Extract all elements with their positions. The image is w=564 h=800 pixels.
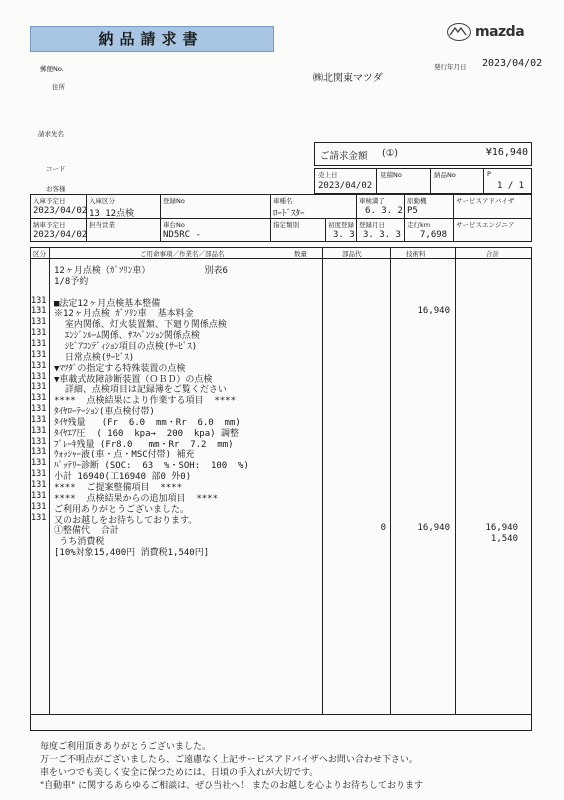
in-date-label: 入庫予定日	[33, 197, 66, 205]
row-description: ﾀｲﾔｴｱ圧 ( 160 kpa→ 200 kpa) 調整	[54, 428, 239, 439]
row-division-code: 131	[31, 458, 47, 469]
billing-label: 請求先名	[38, 130, 64, 138]
in-type: 13 12点検	[89, 209, 135, 219]
row-division-code: 131	[31, 490, 47, 501]
row-description: **** ご提案整備項目 ****	[54, 483, 183, 493]
row-description: 日常点検(ｻｰﾋﾞｽ)	[54, 352, 135, 363]
row-total-amount: 1,540	[490, 534, 518, 545]
row-description: ﾌﾞﾚｰｷ残量 (Fr8.0 mm・Rr 7.2 mm)	[54, 439, 234, 450]
company-name: ㈱北関東マツダ	[313, 73, 383, 84]
code-label: コード	[46, 165, 66, 173]
first-reg-label: 初度登録	[328, 221, 354, 229]
row-division-code: 131	[31, 349, 47, 360]
row-description: ｳｫｯｼｬｰ液(車・点・MSC付帯) 補充	[54, 450, 195, 461]
mileage: 7,698	[420, 230, 448, 240]
chassis-label: 車台No	[163, 221, 185, 229]
row-division-code: 131	[31, 306, 47, 317]
row-division-code: 131	[31, 447, 47, 458]
first-reg: 3. 3	[333, 230, 355, 240]
row-description: 室内関係、灯火装置類、下廻り関係点検	[54, 320, 227, 331]
registered: 3. 3. 3	[363, 230, 401, 240]
row-description: 又のお越しをお待ちしております。	[54, 515, 198, 526]
in-type-label: 入庫区分	[89, 197, 115, 205]
col-description: ご用命事項／作業名／部品名	[140, 250, 225, 258]
row-description: 小計 16940(工16940 部0 外0)	[54, 472, 192, 483]
delivery-date-label: 納車予定日	[33, 221, 66, 229]
logo-text: mazda	[475, 24, 525, 40]
row-description: 1/8予約	[54, 276, 89, 287]
row-division-code: 131	[31, 371, 47, 382]
delivery-date: 2023/04/02	[33, 230, 88, 240]
model-label: 車種名	[273, 197, 293, 205]
row-description: **** 点検結果からの追加項目 ****	[54, 493, 219, 504]
amount-value: ¥16,940	[485, 147, 528, 158]
sales-staff-label: 担当営業	[89, 221, 115, 229]
row-description: ﾀｲﾔﾛｰﾃｰｼｮﾝ(車点検付帯)	[54, 407, 155, 418]
estimate-no-label: 見積No	[380, 171, 402, 179]
reg-no-label: 登録No	[163, 197, 185, 205]
document-title: 納品請求書	[98, 30, 204, 48]
amount-label: ご請求金額	[320, 151, 368, 162]
col-parts: 部品代	[342, 250, 362, 258]
row-division-code: 131	[31, 328, 47, 339]
col-division: 区分	[33, 250, 46, 258]
sales-date-label: 売上日	[318, 171, 338, 179]
row-description: ▼車載式故障診断装置（ＯＢＤ）の点検	[54, 374, 213, 385]
row-description: ｼﾋﾞｱｺﾝﾃﾞｨｼｮﾝ項目の点検(ｻｰﾋﾞｽ)	[54, 341, 198, 352]
row-division-code: 131	[31, 393, 47, 404]
row-description: ﾊﾞｯﾃﾘｰ診断 (SOC: 63 %・SOH: 100 %)	[54, 461, 249, 472]
expiry: 6. 3. 2	[365, 206, 403, 216]
row-description: ※12ヶ月点検 ｶﾞｿﾘﾝ車 基本料金	[54, 309, 194, 320]
advisor-label: サービスアドバイザ	[456, 197, 515, 205]
row-division-code: 131	[31, 480, 47, 490]
row-division-code: 131	[31, 317, 47, 328]
row-division-code: 131	[31, 469, 47, 480]
row-description: ▼ﾏﾂﾀﾞの指定する特殊装置の点検	[54, 363, 186, 374]
chassis: ND5RC -	[163, 230, 201, 240]
col-labor: 技術料	[406, 250, 426, 258]
customer-label: お客様	[46, 185, 66, 193]
issue-date-label: 発行年月日	[434, 63, 467, 71]
mileage-label: 走行km	[407, 221, 431, 229]
col-qty: 数量	[294, 250, 307, 258]
address-label: 住所	[52, 83, 65, 91]
spec-label: 指定類別	[273, 221, 299, 229]
engine-label: 原動機	[407, 197, 427, 205]
row-description: うち消費税	[54, 537, 105, 548]
footer-line: 毎度ご利用頂きありがとうございました。	[40, 742, 212, 752]
row-division-code: 131	[31, 295, 47, 306]
footer-line: 万一ご不明点がございましたら、ご遠慮なく上記サービスアドバイザへお問い合わせ下さい。	[40, 755, 418, 765]
footer-line: 車をいつでも美しく安全に保つためには、日頃の手入れが大切です。	[40, 768, 319, 778]
row-description: ■法定12ヶ月点検基本整備	[54, 298, 161, 309]
mazda-logo	[447, 22, 543, 42]
row-description: 12ヶ月点検（ｶﾞｿﾘﾝ車） 別表6	[54, 266, 228, 276]
row-division-code: 131	[31, 338, 47, 349]
engine: P5	[407, 206, 418, 216]
row-description: **** 点検結果により作業する項目 ****	[54, 396, 237, 407]
row-description: [10%対象15,400円 消費税1,540円]	[54, 548, 210, 559]
row-division-code: 131	[31, 512, 47, 523]
page-label: P	[487, 170, 491, 178]
row-division-code: 131	[31, 436, 47, 447]
registered-label: 登録月日	[359, 221, 385, 229]
row-description: ご利用ありがとうございました。	[54, 504, 190, 515]
model: ﾛｰﾄﾞｽﾀｰ	[273, 209, 305, 219]
invoice-no-label: 納品No	[434, 171, 456, 179]
row-parts-amount: 0	[380, 523, 386, 534]
amount-marker: (①)	[382, 148, 398, 159]
row-division-code: 131	[31, 382, 47, 393]
row-labor-amount: 16,940	[417, 306, 450, 317]
sales-date: 2023/04/02	[318, 181, 373, 191]
mazda-emblem-icon	[447, 23, 471, 41]
row-description: 詳細、点検項目は記録簿をご覧ください	[54, 385, 227, 396]
row-division-code: 131	[31, 404, 47, 415]
issue-date: 2023/04/02	[482, 58, 543, 69]
row-total-amount: 16,940	[485, 523, 518, 534]
row-division-code: 131	[31, 425, 47, 436]
engineer-label: サービスエンジニア	[456, 221, 515, 229]
row-description: ｴﾝｼﾞﾝﾙｰﾑ関係、ｻｽﾍﾟﾝｼｮﾝ関係点検	[54, 331, 200, 342]
postal-label: 郵便No.	[40, 65, 64, 73]
row-division-code: 131	[31, 414, 47, 425]
row-description: ①整備代 合計	[54, 526, 119, 537]
row-division-code: 131	[31, 501, 47, 512]
footer-line: "自動車" に関するあらゆるご相談は、ぜひ当社へ！ またのお越しを心よりお待ちしております	[40, 781, 424, 791]
page-number: 1 / 1	[497, 181, 525, 191]
row-description: ﾀｲﾔ残量 (Fr 6.0 mm・Rr 6.0 mm)	[54, 417, 241, 428]
in-date: 2023/04/02	[33, 206, 88, 216]
col-total: 合計	[486, 250, 499, 258]
row-labor-amount: 16,940	[417, 523, 450, 534]
row-division-code: 131	[31, 360, 47, 371]
expiry-label: 車検満了	[359, 197, 385, 205]
